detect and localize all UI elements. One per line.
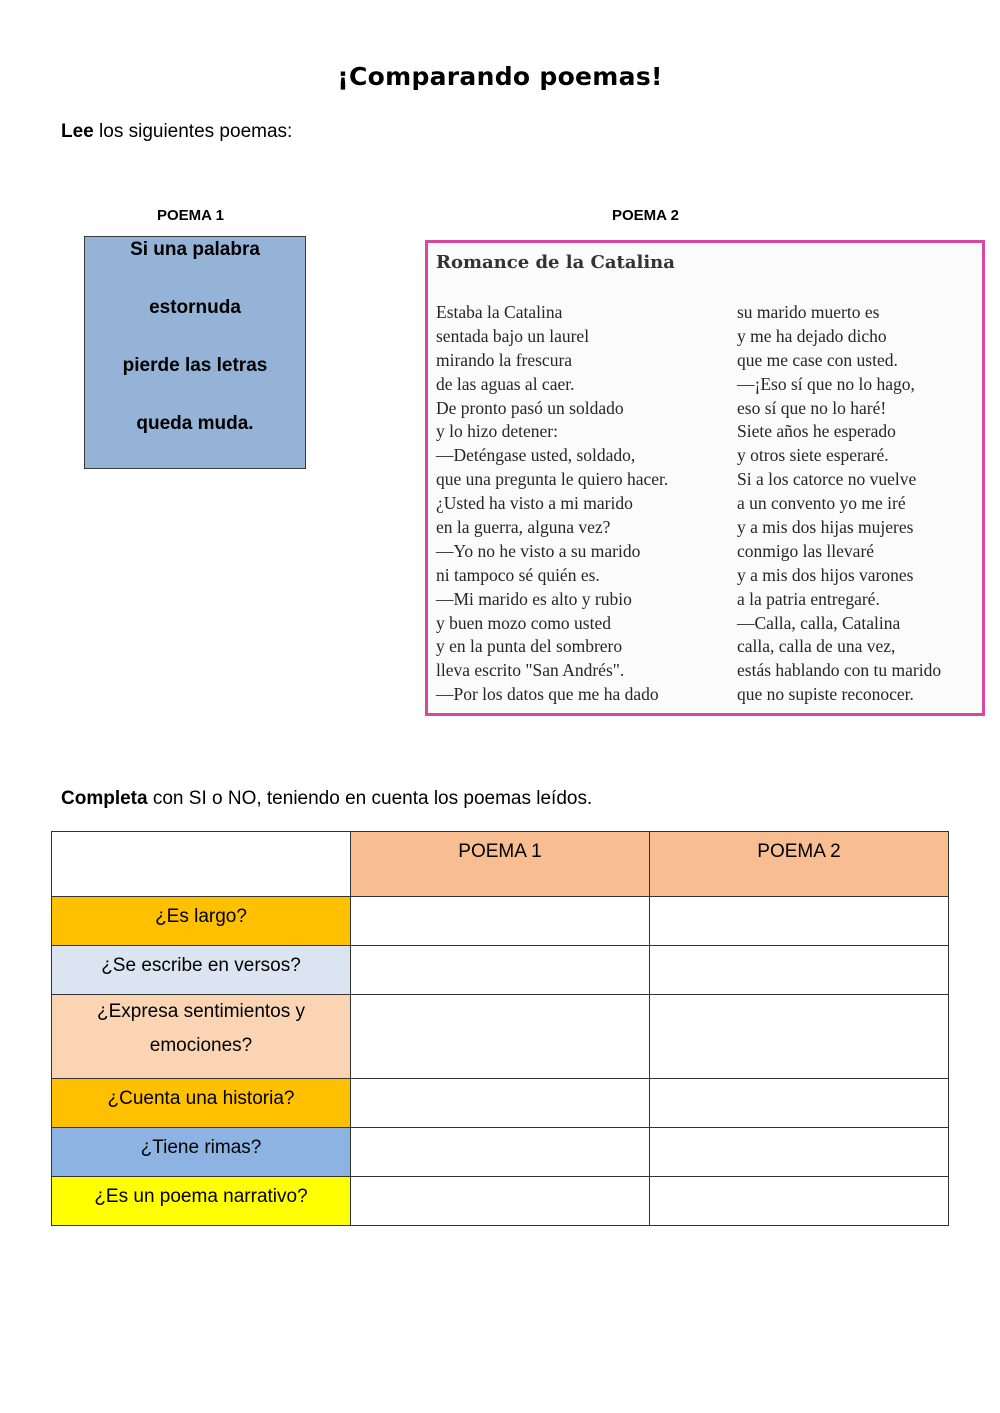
answer-cell-poema2[interactable] bbox=[650, 1177, 949, 1226]
left-verse: en la guerra, alguna vez? bbox=[436, 517, 611, 538]
left-verse: sentada bajo un laurel bbox=[436, 325, 590, 346]
poem1-line: estornuda bbox=[149, 297, 241, 318]
left-verse: lleva escrito "San Andrés". bbox=[436, 660, 625, 681]
right-verse: Si a los catorce no vuelve bbox=[737, 469, 917, 490]
poem1-line: pierde las letras bbox=[122, 355, 268, 376]
header-poema1: POEMA 1 bbox=[351, 832, 650, 897]
page-title: ¡Comparando poemas! bbox=[337, 62, 663, 91]
table-row bbox=[52, 1079, 949, 1128]
table-header-row bbox=[52, 832, 949, 897]
answer-cell-poema1[interactable] bbox=[351, 897, 650, 946]
intro-rest: los siguientes poemas: bbox=[93, 121, 293, 142]
question-cell: ¿Expresa sentimientos y emociones? bbox=[52, 995, 351, 1079]
right-verse: —¡Eso sí que no lo hago, bbox=[737, 373, 915, 394]
right-verse: su marido muerto es bbox=[737, 302, 880, 322]
left-verse: ni tampoco sé quién es. bbox=[436, 564, 600, 585]
answer-cell-poema1[interactable] bbox=[351, 946, 650, 995]
answer-cell-poema2[interactable] bbox=[650, 1079, 949, 1128]
answer-cell-poema2[interactable] bbox=[650, 1128, 949, 1177]
right-verse: y otros siete esperaré. bbox=[737, 445, 889, 466]
instruction-rest: con SI o NO, teniendo en cuenta los poemas leídos. bbox=[147, 788, 593, 809]
left-verse: y lo hizo detener: bbox=[436, 421, 558, 442]
table-row bbox=[52, 897, 949, 946]
left-verse: —Por los datos que me ha dado bbox=[436, 684, 659, 705]
poem1-label: POEMA 1 bbox=[157, 207, 224, 224]
table-row bbox=[52, 946, 949, 995]
answer-cell-poema2[interactable] bbox=[650, 946, 949, 995]
table-row bbox=[52, 995, 949, 1079]
left-verse: y en la punta del sombrero bbox=[436, 636, 623, 657]
poem1-box bbox=[84, 236, 306, 469]
answer-cell-poema1[interactable] bbox=[351, 995, 650, 1079]
right-verse: calla, calla de una vez, bbox=[737, 636, 896, 657]
right-verse: a la patria entregaré. bbox=[737, 588, 880, 609]
question-cell: ¿Tiene rimas? bbox=[52, 1128, 351, 1177]
left-verse: De pronto pasó un soldado bbox=[436, 397, 624, 418]
left-verse: —Mi marido es alto y rubio bbox=[436, 588, 632, 609]
table-row bbox=[52, 1177, 949, 1226]
answer-cell-poema2[interactable] bbox=[650, 995, 949, 1079]
left-verse: que una pregunta le quiero hacer. bbox=[436, 469, 669, 490]
intro-bold: Lee bbox=[61, 121, 94, 142]
right-verse: y a mis dos hijos varones bbox=[737, 564, 914, 585]
left-verse: de las aguas al caer. bbox=[436, 373, 575, 394]
poem1-line: Si una palabra bbox=[130, 239, 260, 260]
right-verse: —Calla, calla, Catalina bbox=[737, 612, 901, 633]
poem1-line: queda muda. bbox=[136, 413, 254, 434]
left-verse: mirando la frescura bbox=[436, 349, 573, 370]
right-verse: conmigo las llevaré bbox=[737, 540, 875, 561]
instruction-text bbox=[61, 788, 592, 810]
left-verse: Estaba la Catalina bbox=[436, 302, 563, 322]
table-row bbox=[52, 1128, 949, 1177]
poem2-left-column bbox=[436, 301, 668, 707]
right-verse: a un convento yo me iré bbox=[737, 493, 906, 514]
header-poema2: POEMA 2 bbox=[650, 832, 949, 897]
comparison-table bbox=[51, 831, 949, 1226]
poem2-image-box bbox=[425, 240, 985, 716]
right-verse: que no supiste reconocer. bbox=[737, 684, 914, 705]
question-cell: ¿Cuenta una historia? bbox=[52, 1079, 351, 1128]
right-verse: y me ha dejado dicho bbox=[737, 325, 887, 346]
table-corner-cell bbox=[52, 832, 351, 897]
left-verse: ¿Usted ha visto a mi marido bbox=[436, 493, 633, 514]
poem2-right-column bbox=[737, 301, 941, 707]
answer-cell-poema1[interactable] bbox=[351, 1079, 650, 1128]
answer-cell-poema2[interactable] bbox=[650, 897, 949, 946]
poem2-title: Romance de la Catalina bbox=[436, 252, 675, 273]
right-verse: y a mis dos hijas mujeres bbox=[737, 517, 914, 538]
answer-cell-poema1[interactable] bbox=[351, 1177, 650, 1226]
question-cell: ¿Es un poema narrativo? bbox=[52, 1177, 351, 1226]
poem2-label: POEMA 2 bbox=[612, 207, 679, 224]
question-cell: ¿Se escribe en versos? bbox=[52, 946, 351, 995]
answer-cell-poema1[interactable] bbox=[351, 1128, 650, 1177]
right-verse: Siete años he esperado bbox=[737, 421, 896, 442]
instruction-bold: Completa bbox=[61, 788, 148, 809]
right-verse: estás hablando con tu marido bbox=[737, 660, 942, 681]
right-verse: que me case con usted. bbox=[737, 349, 898, 370]
question-cell: ¿Es largo? bbox=[52, 897, 351, 946]
left-verse: y buen mozo como usted bbox=[436, 612, 611, 633]
intro-text bbox=[61, 121, 292, 143]
right-verse: eso sí que no lo haré! bbox=[737, 397, 887, 418]
left-verse: —Yo no he visto a su marido bbox=[436, 540, 641, 561]
left-verse: —Deténgase usted, soldado, bbox=[436, 445, 636, 466]
